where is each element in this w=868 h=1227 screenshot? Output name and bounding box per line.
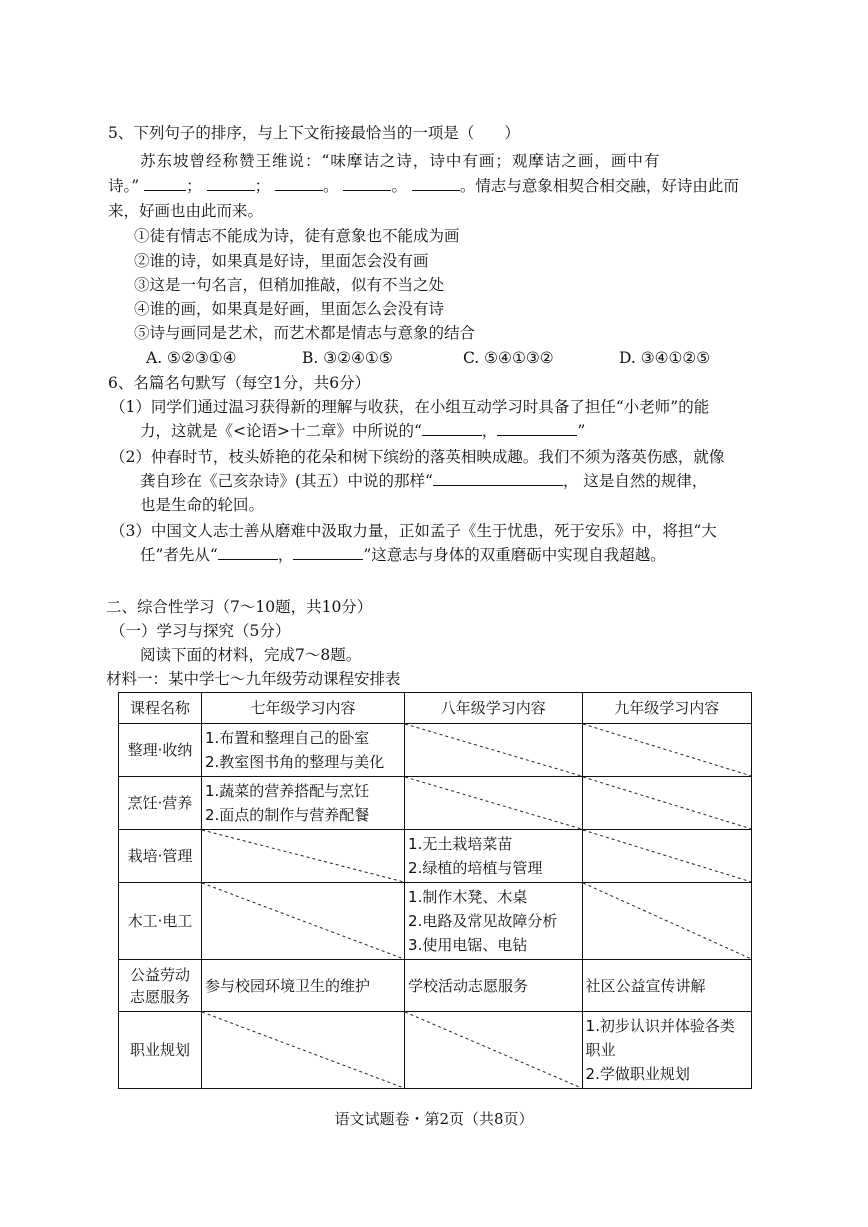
col-header: 九年级学习内容 xyxy=(582,693,751,724)
choice-d[interactable]: D. ③④①②⑤ xyxy=(619,349,711,367)
col-header: 七年级学习内容 xyxy=(201,693,404,724)
q5-passage-line2: 诗。” ； ； 。 。 。情志与意象相契合相交融，好诗由此而 xyxy=(108,177,739,195)
empty-cell xyxy=(405,1012,583,1089)
diagonal-slash xyxy=(583,883,751,959)
blank[interactable] xyxy=(412,176,460,191)
empty-cell xyxy=(405,724,583,777)
cell-line: 2.教室图书角的整理与美化 xyxy=(204,753,385,771)
section2-sub1: （一）学习与探究（5分） xyxy=(110,622,291,640)
q6-item3-line2: 任”者先从“ ， ”这意志与身体的双重磨砺中实现自我超越。 xyxy=(140,546,666,564)
row-label: 烹饪·营养 xyxy=(119,777,202,830)
empty-cell xyxy=(405,777,583,830)
course-table xyxy=(118,692,752,1089)
table-cell xyxy=(582,1012,751,1089)
blank[interactable] xyxy=(422,421,482,436)
table-row xyxy=(119,724,752,777)
table-cell: 学校活动志愿服务 xyxy=(405,960,583,1012)
cell-line: 2.绿植的培植与管理 xyxy=(408,859,543,877)
cell-line: 1.布置和整理自己的卧室 xyxy=(204,729,370,747)
blank[interactable] xyxy=(275,176,323,191)
blank[interactable] xyxy=(293,545,363,560)
empty-cell xyxy=(201,883,404,960)
diagonal-slash xyxy=(405,724,582,776)
choice-a[interactable]: A. ⑤②③①④ xyxy=(146,349,237,367)
cell-line: 2.电路及常见故障分析 xyxy=(408,912,558,930)
choice-b[interactable]: B. ③②④①⑤ xyxy=(302,349,393,367)
table-row xyxy=(119,777,752,830)
row-label: 公益劳动志愿服务 xyxy=(119,960,202,1012)
cell-line: 1.无土栽培菜苗 xyxy=(408,835,513,853)
table-cell xyxy=(405,883,583,960)
blank[interactable] xyxy=(497,421,577,436)
table-row xyxy=(119,883,752,960)
q6-item2-line3: 也是生命的轮回。 xyxy=(140,496,265,514)
section2-instruction: 阅读下面的材料，完成7～8题。 xyxy=(140,646,362,664)
table-cell xyxy=(201,724,404,777)
q5-sentence: ⑤诗与画同是艺术，而艺术都是情志与意象的结合 xyxy=(134,324,476,342)
q6-title: 6、名篇名句默写（每空1分，共6分） xyxy=(108,374,371,392)
blank[interactable] xyxy=(343,176,391,191)
cell-line: 3.使用电锯、电钻 xyxy=(408,936,528,954)
empty-cell xyxy=(582,883,751,960)
q5-sentence: ②谁的诗，如果真是好诗，里面怎会没有画 xyxy=(134,252,429,270)
page-footer: 语文试题卷・第2页（共8页） xyxy=(334,1110,534,1128)
table-cell xyxy=(201,777,404,830)
choice-c[interactable]: C. ⑤④①③② xyxy=(463,349,554,367)
table-cell xyxy=(405,830,583,883)
diagonal-slash xyxy=(202,883,404,959)
q5-sentence: ④谁的画，如果真是好画，里面怎么会没有诗 xyxy=(134,300,445,318)
q5-passage-line3: 来，好画也由此而来。 xyxy=(108,202,264,220)
row-label: 木工·电工 xyxy=(119,883,202,960)
q5-sentence: ③这是一句名言，但稍加推敲，似有不当之处 xyxy=(134,276,445,294)
cell-line: 1.蔬菜的营养搭配与烹饪 xyxy=(204,782,370,800)
cell-line: 2.学做职业规划 xyxy=(585,1065,690,1083)
empty-cell xyxy=(582,777,751,830)
table-row xyxy=(119,960,752,1012)
empty-cell xyxy=(582,724,751,777)
q5-sentence: ①徒有情志不能成为诗，徒有意象也不能成为画 xyxy=(134,227,460,245)
row-label: 职业规划 xyxy=(119,1012,202,1089)
table-row xyxy=(119,1012,752,1089)
q5-choices xyxy=(146,347,746,369)
table-header-row xyxy=(119,693,752,724)
diagonal-slash xyxy=(583,777,751,829)
diagonal-slash xyxy=(583,724,751,776)
q5-passage-line1: 苏东坡曾经称赞王维说：“味摩诘之诗，诗中有画；观摩诘之画，画中有 xyxy=(140,152,661,170)
blank[interactable] xyxy=(207,176,255,191)
col-header: 课程名称 xyxy=(119,693,202,724)
diagonal-slash xyxy=(583,830,751,882)
q6-item2-line2: 龚自珍在《己亥杂诗》(其五）中说的那样“ ， 这是自然的规律， xyxy=(140,472,708,490)
cell-line: 2.面点的制作与营养配餐 xyxy=(204,806,370,824)
q6-item1-line2: 力，这就是《<论语>十二章》中所说的“ ， ” xyxy=(140,422,586,440)
diagonal-slash xyxy=(202,1012,404,1088)
blank[interactable] xyxy=(433,471,563,486)
col-header: 八年级学习内容 xyxy=(405,693,583,724)
q6-item2-line1: （2）仲春时节，枝头娇艳的花朵和树下缤纷的落英相映成趣。我们不须为落英伤感，就像 xyxy=(110,448,725,466)
blank[interactable] xyxy=(144,176,186,191)
empty-cell xyxy=(201,1012,404,1089)
table-cell: 社区公益宣传讲解 xyxy=(582,960,751,1012)
q6-item3-line1: （3）中国文人志士善从磨难中汲取力量，正如孟子《生于忧患，死于安乐》中，将担“大 xyxy=(110,522,717,540)
empty-cell xyxy=(201,830,404,883)
material-title: 材料一：某中学七～九年级劳动课程安排表 xyxy=(106,670,401,688)
row-label: 栽培·管理 xyxy=(119,830,202,883)
table-cell: 参与校园环境卫生的维护 xyxy=(201,960,404,1012)
diagonal-slash xyxy=(405,777,582,829)
q5-stem: 5、下列句子的排序，与上下文衔接最恰当的一项是（ ） xyxy=(108,124,520,142)
diagonal-slash xyxy=(202,830,404,882)
table-row xyxy=(119,830,752,883)
section2-title: 二、综合性学习（7～10题，共10分） xyxy=(106,598,373,616)
cell-line: 1.制作木凳、木桌 xyxy=(408,888,528,906)
diagonal-slash xyxy=(405,1012,582,1088)
row-label: 整理·收纳 xyxy=(119,724,202,777)
cell-line: 1.初步认识并体验各类职业 xyxy=(585,1017,735,1059)
blank[interactable] xyxy=(218,545,278,560)
q6-item1-line1: （1）同学们通过温习获得新的理解与收获，在小组互动学习时具备了担任“小老师”的能 xyxy=(110,398,710,416)
empty-cell xyxy=(582,830,751,883)
